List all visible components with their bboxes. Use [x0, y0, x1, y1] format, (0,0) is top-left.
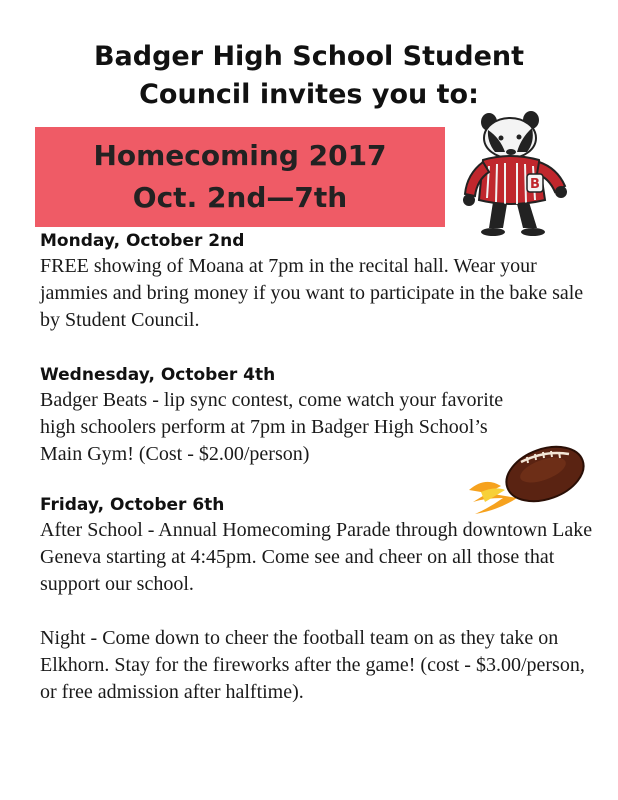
- event-day-heading: Wednesday, October 4th: [40, 365, 276, 385]
- title-line-1: Badger High School Student: [93, 41, 525, 72]
- mascot-letter: B: [530, 177, 540, 192]
- event-day-heading: Friday, October 6th: [40, 495, 225, 515]
- banner-title: Homecoming 2017: [93, 139, 387, 172]
- event-friday: [40, 493, 600, 706]
- event-day-heading: Monday, October 2nd: [40, 231, 245, 251]
- event-monday: [40, 229, 600, 334]
- homecoming-banner: [35, 127, 445, 227]
- event-description: FREE showing of Moana at 7pm in the recital hall. Wear your jammies and bring money if you want to participate in the bake sale by Student Council.: [40, 255, 584, 331]
- event-description: Badger Beats - lip sync contest, come watch your favorite high schoolers perform at 7pm in Badger High School’s Main Gym! (Cost - $2.00/person): [40, 389, 504, 465]
- page-title: [0, 38, 618, 114]
- title-line-2: Council invites you to:: [139, 79, 479, 110]
- event-description-night: Night - Come down to cheer the football team on as they take on Elkhorn. Stay for the fireworks after the game! (cost - $3.00/person, or free admission after halftime).: [40, 627, 585, 703]
- event-wednesday: [40, 363, 600, 468]
- badger-mascot-icon: [455, 108, 575, 238]
- event-description: After School - Annual Homecoming Parade through downtown Lake Geneva starting at 4:45pm. Come see and cheer on all those that support our school.: [40, 519, 593, 595]
- banner-dates: Oct. 2nd—7th: [132, 181, 348, 214]
